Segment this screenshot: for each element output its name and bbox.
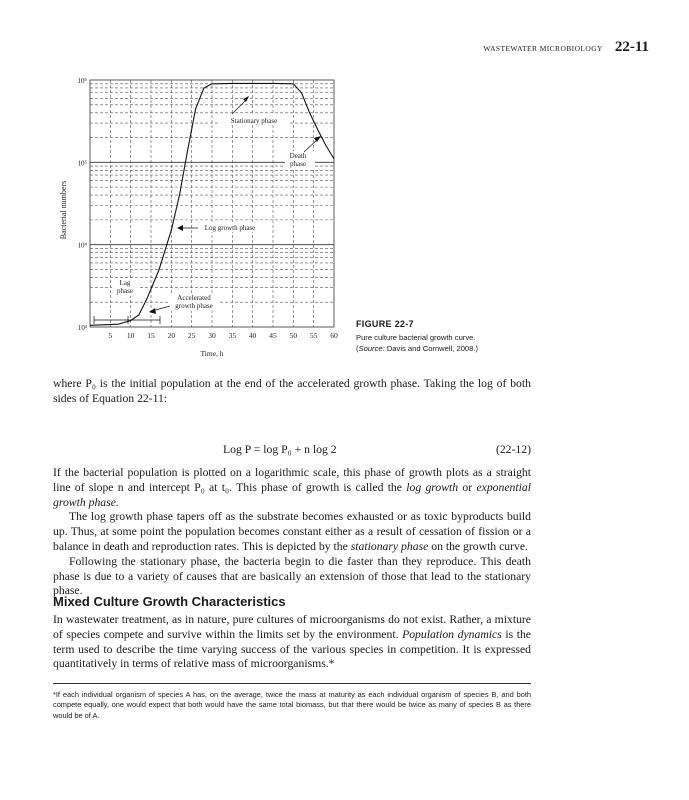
p2-text-b: or (458, 480, 477, 494)
y-tick-label: 10³ (77, 324, 87, 332)
x-tick-label: 45 (269, 331, 277, 340)
y-tick-labels (78, 77, 88, 332)
footnote-rule (53, 683, 531, 684)
equation-text: Log P = log P₀ + n log 2 (223, 443, 337, 456)
x-tick-label: 25 (187, 331, 196, 340)
paragraph-4: Following the stationary phase, the bacteria begin to die faster than they reproduce. This death phase is due to a variety of causes that are basically an extension of those that lead to the stationary phase. (53, 554, 531, 598)
paragraph-3 (53, 510, 531, 554)
p3-text-b: on the growth curve. (428, 539, 528, 553)
x-tick-labels (108, 331, 338, 340)
x-tick-label: 10 (126, 331, 135, 340)
paragraph-5-block (53, 613, 531, 672)
p5-text-b: is the term used to describe the time varying success of the various species in competition. It is expressed quantitatively in terms of relative mass of microorganisms.* (53, 627, 531, 671)
source-text: Davis and Cornwell, 2008. (386, 344, 476, 353)
y-tick-label: 10⁴ (77, 241, 87, 250)
p3-text-a: The log growth phase tapers off as the substrate becomes exhausted or as toxic byproducts build up. Thus, at some point the population becomes constant either as a result of cessation of fission or a balance in death and reproduction rates. This is depicted by the (53, 510, 531, 553)
p2-em-log-growth: log growth (406, 480, 459, 494)
annotation-lag-2: phase (117, 287, 133, 295)
annotation-stationary: Stationary phase (230, 117, 278, 125)
growth-curve-chart (0, 0, 689, 380)
paragraph-1-text: where P₀ is the initial population at the end of the accelerated growth phase. Taking the log of both sides of Equation 22-11: (53, 377, 531, 405)
p5-text-a: In wastewater treatment, as in nature, pure cultures of microorganisms do not exist. Rather, a mixture of species compete and survive within the limits set by the environment. (53, 613, 531, 641)
annotation-log: Log growth phase (204, 224, 256, 232)
p2-em-exponential: exponential growth phase. (53, 480, 531, 509)
y-axis-label: Bacterial numbers (59, 180, 68, 240)
x-tick-label: 55 (309, 331, 318, 340)
annotation-death-1: Death (289, 152, 307, 160)
y-tick-label: 10⁶ (77, 77, 87, 85)
paragraph-5 (53, 613, 531, 672)
x-axis-label: Time, h (200, 349, 224, 358)
figure-caption-text: Pure culture bacterial growth curve. (356, 333, 476, 342)
x-tick-label: 5 (108, 331, 113, 340)
footnote: *If each individual organism of species A has, on the average, twice the mass at maturity as each individual organism of species B, and both compete equally, one would expect that both would have the same total biomass, but that there would be twice as many of species B as there would be of A. (53, 690, 531, 720)
x-tick-label: 20 (167, 331, 176, 340)
x-tick-label: 35 (228, 331, 237, 340)
p5-em-population-dynamics: Population dynamics (402, 627, 502, 641)
page-number: 22-11 (614, 39, 649, 55)
death-arrowhead (314, 136, 321, 142)
running-title: WASTEWATER MICROBIOLOGY (483, 44, 603, 53)
stationary-arrowhead (243, 96, 249, 102)
paragraph-2 (53, 466, 531, 510)
annotation-death-2: phase (290, 160, 306, 168)
p2-text-a: If the bacterial population is plotted on a logarithmic scale, this phase of growth plots as a straight line of slope n and intercept P₀ at t₀. This phase of growth is called the (53, 466, 531, 494)
log-arrowhead (177, 225, 183, 231)
annotation-accel-1: Accelerated (177, 294, 211, 302)
p3-em-stationary: stationary phase (350, 539, 429, 553)
x-tick-label: 15 (147, 331, 155, 340)
paragraph-group (53, 466, 531, 599)
equation-number: (22-12) (495, 443, 531, 456)
annotation-accel-2: growth phase (175, 302, 213, 310)
section-heading: Mixed Culture Growth Characteristics (53, 594, 286, 609)
figure-number: FIGURE 22-7 (356, 319, 414, 329)
x-tick-label: 30 (208, 331, 216, 340)
y-tick-label: 10⁵ (77, 159, 87, 168)
accel-arrowhead (149, 308, 156, 314)
paragraph-1 (53, 377, 531, 407)
x-tick-label: 60 (330, 331, 338, 340)
x-tick-label: 50 (289, 331, 298, 340)
figure-source: (Source: Davis and Cornwell, 2008.) (356, 344, 479, 353)
x-tick-label: 40 (248, 331, 257, 340)
annotation-lag-1: Lag (119, 279, 131, 287)
source-label: Source: (358, 344, 385, 353)
figure-caption (356, 319, 536, 354)
